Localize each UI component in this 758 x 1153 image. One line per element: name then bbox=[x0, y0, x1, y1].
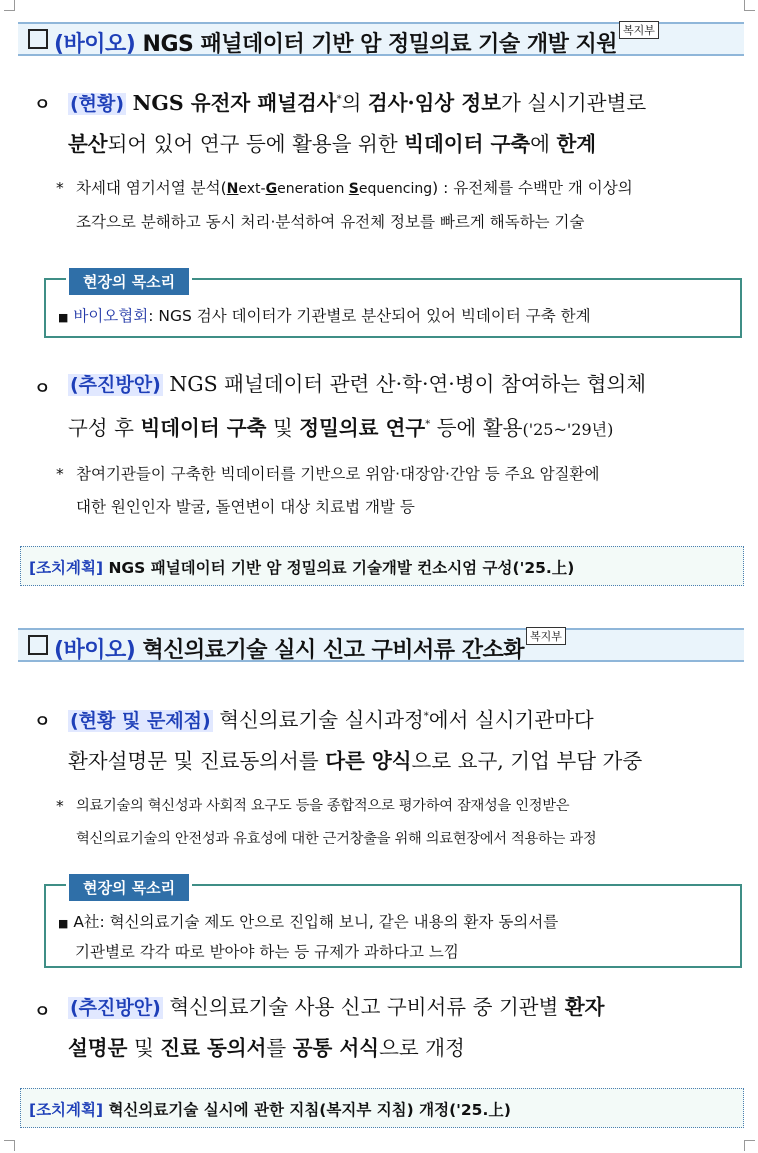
section-1-ministry-badge: 복지부 bbox=[619, 21, 659, 39]
status-label: (현황) bbox=[70, 92, 125, 115]
section-1-status: (현황) NGS 유전자 패널검사*의 검사·임상 정보가 실시기관별로 분산되어 있어 연구 등에 활용을 위한 빅데이터 구축에 한계 bbox=[68, 90, 647, 156]
bullet-circle-icon: ㅇ bbox=[34, 95, 51, 115]
square-bullet-icon: ■ bbox=[58, 917, 69, 930]
footnote-star: * bbox=[56, 179, 64, 197]
section-2-title-tag: (바이오) bbox=[54, 638, 136, 663]
checkbox-square-icon bbox=[28, 635, 48, 655]
section-2-status: (현황 및 문제점) 혁신의료기술 실시과정*에서 실시기관마다 환자설명문 및 진료동의서를 다른 양식으로 요구, 기업 부담 가중 bbox=[68, 707, 643, 773]
voice-organization: A社 bbox=[73, 913, 100, 931]
checkbox-square-icon bbox=[28, 29, 48, 49]
section-2-action-plan: [조치계획] 혁신의료기술 실시에 관한 지침(복지부 지침) 개정('25.上) bbox=[20, 1088, 744, 1128]
plan-label: (추진방안) bbox=[70, 997, 161, 1019]
crop-mark-bottom-left bbox=[4, 1140, 15, 1151]
footnote-star: * bbox=[56, 465, 64, 483]
section-2-title bbox=[18, 628, 744, 662]
voice-organization: 바이오협회 bbox=[73, 307, 149, 325]
crop-mark-bottom-right bbox=[744, 1140, 755, 1151]
section-2-field-voice-box: 현장의 목소리 ■ A社: 혁신의료기술 제도 안으로 진입해 보니, 같은 내용의 환자 동의서를 기관별로 각각 따로 받아야 하는 등 규제가 과하다고 느낌 bbox=[44, 884, 742, 968]
section-2-title-text: 혁신의료기술 실시 신고 구비서류 간소화 bbox=[142, 638, 524, 663]
crop-mark-top-right bbox=[744, 0, 755, 11]
bullet-circle-icon: ㅇ bbox=[34, 712, 51, 732]
field-voice-label: 현장의 목소리 bbox=[66, 265, 192, 298]
field-voice-label: 현장의 목소리 bbox=[66, 871, 192, 904]
action-plan-label: [조치계획] bbox=[29, 559, 104, 577]
action-plan-label: [조치계획] bbox=[29, 1101, 104, 1119]
section-1-title-text: NGS 패널데이터 기반 암 정밀의료 기술 개발 지원 bbox=[142, 32, 618, 57]
square-bullet-icon: ■ bbox=[58, 311, 69, 324]
section-1-plan: (추진방안) NGS 패널데이터 관련 산·학·연·병이 참여하는 협의체 구성 후 빅데이터 구축 및 정밀의료 연구* 등에 활용('25~'29년) bbox=[68, 372, 647, 440]
section-2-ministry-badge: 복지부 bbox=[526, 627, 566, 645]
section-1-action-plan: [조치계획] NGS 패널데이터 기반 암 정밀의료 기술개발 컨소시엄 구성('25.上) bbox=[20, 546, 744, 586]
bullet-circle-icon: ㅇ bbox=[34, 379, 51, 399]
section-1-title-tag: (바이오) bbox=[54, 32, 136, 57]
section-2-plan: (추진방안) 혁신의료기술 사용 신고 구비서류 중 기관별 환자 설명문 및 진료 동의서를 공통 서식으로 개정 bbox=[68, 995, 605, 1060]
footnote-star: * bbox=[56, 797, 64, 815]
status-label: (현황 및 문제점) bbox=[70, 709, 211, 732]
section-1-field-voice-box: 현장의 목소리 ■ 바이오협회: NGS 검사 데이터가 기관별로 분산되어 있어 빅데이터 구축 한계 bbox=[44, 278, 742, 338]
crop-mark-top-left bbox=[4, 0, 15, 11]
plan-label: (추진방안) bbox=[70, 374, 161, 396]
section-1-title bbox=[18, 22, 744, 56]
bullet-circle-icon: ㅇ bbox=[34, 1002, 51, 1022]
